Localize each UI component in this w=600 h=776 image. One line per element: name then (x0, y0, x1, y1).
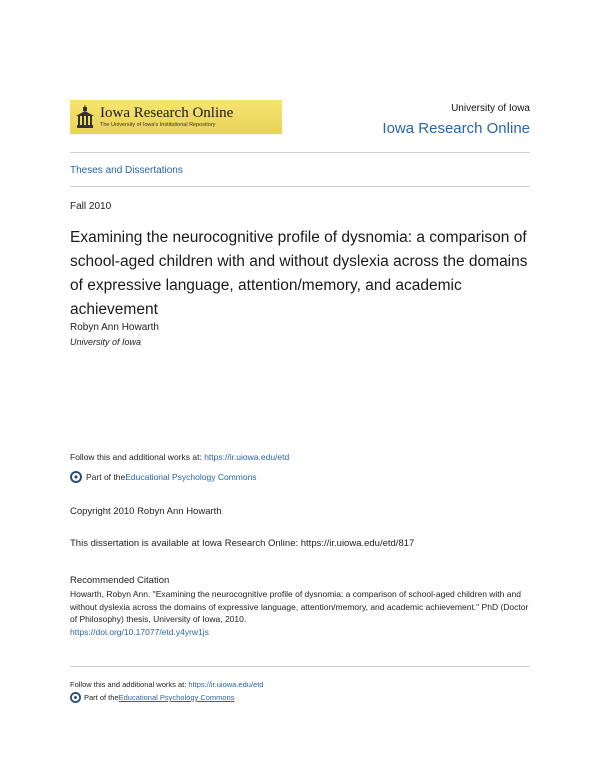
author-name: Robyn Ann Howarth (70, 322, 159, 333)
follow-link[interactable]: https://ir.uiowa.edu/etd (204, 452, 290, 462)
footer-follow-line (70, 680, 263, 689)
footer-follow-prefix: Follow this and additional works at: (70, 680, 189, 689)
commons-network-icon (70, 692, 81, 703)
publication-date: Fall 2010 (70, 201, 112, 212)
commons-network-icon (70, 471, 82, 483)
citation-body: Howarth, Robyn Ann. "Examining the neurocognitive profile of dysnomia: a comparison of school-aged children with and without dyslexia across the domains of expressive language, attention/memory, and academic achievement." PhD (Doctor of Philosophy) thesis, University of Iowa, 2010. (70, 589, 529, 624)
institution-name: University of Iowa (451, 103, 530, 114)
divider (70, 152, 530, 153)
copyright-statement: Copyright 2010 Robyn Ann Howarth (70, 506, 222, 517)
part-of-prefix: Part of the (86, 472, 126, 482)
part-of-line (70, 471, 257, 483)
repository-logo[interactable] (70, 100, 282, 134)
footer-part-of-link[interactable]: Educational Psychology Commons (118, 693, 235, 702)
footer-part-of-prefix: Part of the (84, 693, 119, 702)
recommended-citation-heading: Recommended Citation (70, 575, 170, 586)
availability-statement: This dissertation is available at Iowa Research Online: https://ir.uiowa.edu/etd/817 (70, 538, 415, 549)
part-of-link[interactable]: Educational Psychology Commons (125, 472, 257, 482)
document-title: Examining the neurocognitive profile of dysnomia: a comparison of school-aged children with and without dyslexia across the domains of expressive language, attention/memory, and academic achievement (70, 229, 528, 318)
author-affiliation: University of Iowa (70, 337, 142, 347)
follow-line (70, 452, 289, 462)
series-link[interactable]: Theses and Dissertations (70, 165, 183, 176)
divider (70, 186, 530, 187)
recommended-citation-text (70, 588, 530, 638)
footer-follow-link[interactable]: https://ir.uiowa.edu/etd (188, 680, 264, 689)
logo-subtitle: The University of Iowa's Institutional Repository (100, 121, 216, 128)
footer-part-of-line (70, 692, 235, 703)
follow-prefix: Follow this and additional works at: (70, 452, 205, 462)
divider (70, 666, 530, 667)
old-capitol-icon (75, 105, 95, 129)
citation-doi-link[interactable]: https://doi.org/10.17077/etd.y4yrw1js (70, 626, 209, 637)
logo-title: Iowa Research Online (100, 104, 234, 121)
repository-name[interactable]: Iowa Research Online (382, 120, 530, 137)
